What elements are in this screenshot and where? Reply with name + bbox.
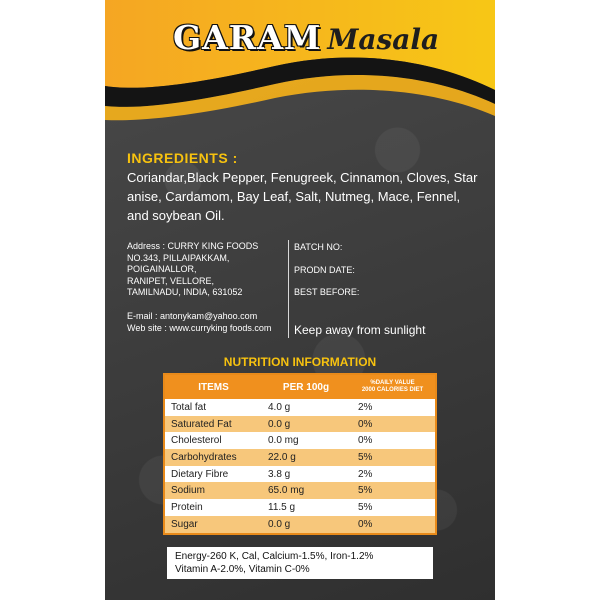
header-daily-value-line2: 2000 CALORIES DIET	[361, 387, 424, 393]
row-item: Sodium	[171, 485, 205, 497]
row-item: Carbohydrates	[171, 451, 237, 463]
address-line: Address : CURRY KING FOODS	[127, 241, 259, 251]
row-amount: 0.0 g	[268, 518, 291, 530]
header-daily-value	[350, 380, 435, 394]
table-row	[165, 416, 435, 433]
nutrition-table	[163, 373, 437, 535]
row-item: Sugar	[171, 518, 198, 530]
table-row	[165, 482, 435, 499]
nutrition-heading: NUTRITION INFORMATION	[223, 355, 377, 369]
row-daily: 5%	[358, 485, 373, 497]
best-before-label: BEST BEFORE:	[294, 287, 360, 297]
header-per-100g: PER 100g	[282, 381, 330, 393]
table-row	[165, 466, 435, 483]
row-amount: 3.8 g	[268, 468, 291, 480]
row-daily: 0%	[358, 418, 373, 430]
title-garam: GARAM	[173, 18, 322, 57]
energy-line2: Vitamin A-2.0%, Vitamin C-0%	[175, 564, 310, 575]
email-text: E-mail : antonykam@yahoo.com	[127, 311, 258, 321]
address-line: POIGAINALLOR,	[127, 264, 197, 274]
ingredients-text: Coriandar,Black Pepper, Fenugreek, Cinnamon, Cloves, Star anise, Cardamom, Bay Leaf, Salt, Nutmeg, Mace, Fennel, and soybean Oil.	[127, 170, 478, 223]
row-amount: 22.0 g	[268, 451, 296, 463]
table-header	[165, 375, 435, 399]
divider-line	[288, 240, 289, 338]
storage-note: Keep away from sunlight	[294, 323, 426, 337]
energy-line1: Energy-260 K, Cal, Calcium-1.5%, Iron-1.2%	[175, 551, 374, 562]
masala-label	[105, 0, 495, 600]
table-row	[165, 499, 435, 516]
contact-block	[127, 311, 287, 334]
address-line: NO.343, PILLAIPAKKAM,	[127, 252, 230, 263]
row-daily: 5%	[358, 451, 373, 463]
row-amount: 0.0 mg	[268, 435, 299, 447]
table-row	[165, 432, 435, 449]
row-amount: 11.5 g	[268, 501, 296, 513]
prodn-date-label: PRODN DATE:	[294, 265, 355, 275]
row-item: Protein	[171, 501, 203, 513]
row-amount: 0.0 g	[268, 418, 291, 430]
title-masala: Masala	[327, 23, 440, 56]
row-item: Cholesterol	[171, 435, 222, 447]
energy-box	[167, 547, 433, 579]
table-row	[165, 449, 435, 466]
website-text: Web site : www.curryking foods.com	[127, 322, 272, 333]
row-item: Dietary Fibre	[171, 468, 229, 480]
row-daily: 5%	[358, 501, 373, 513]
address-block	[127, 241, 287, 299]
header-items: ITEMS	[198, 381, 229, 393]
batch-no-label: BATCH NO:	[294, 242, 343, 252]
row-daily: 0%	[358, 518, 373, 530]
table-row	[165, 399, 435, 416]
row-amount: 4.0 g	[268, 401, 291, 413]
row-daily: 2%	[358, 401, 373, 413]
ingredients-heading: INGREDIENTS :	[127, 150, 238, 166]
row-daily: 2%	[358, 468, 373, 480]
row-daily: 0%	[358, 435, 373, 447]
row-item: Total fat	[171, 401, 207, 413]
row-item: Saturated Fat	[171, 418, 232, 430]
row-amount: 65.0 mg	[268, 485, 305, 497]
address-line: RANIPET, VELLORE,	[127, 275, 215, 286]
address-line: TAMILNADU, INDIA, 631052	[127, 287, 243, 297]
product-title	[173, 18, 439, 57]
header-daily-value-line1: %DAILY VALUE	[370, 380, 415, 386]
table-row	[165, 516, 435, 533]
